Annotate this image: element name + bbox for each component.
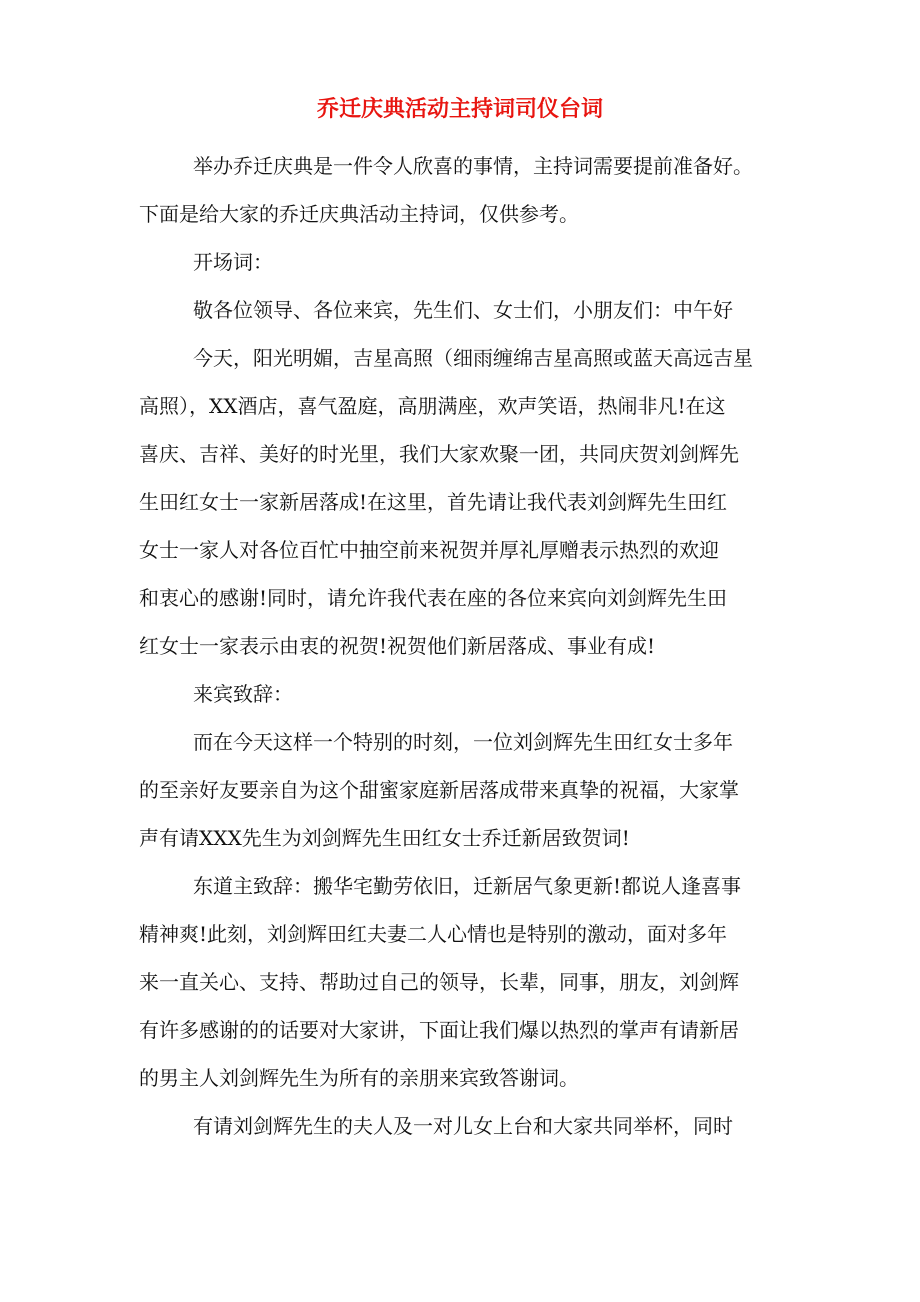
opening-heading: [139, 238, 789, 286]
section-heading: 开场词：: [193, 250, 273, 274]
text-line: 来一直关心、支持、帮助过自己的领导，长辈，同事，朋友，刘剑辉: [139, 970, 739, 994]
text-line: 有请刘剑辉先生的夫人及一对儿女上台和大家共同举杯，同时: [193, 1114, 733, 1138]
text-line: 红女士一家表示由衷的祝贺!祝贺他们新居落成、事业有成!: [139, 634, 656, 658]
host-speech-paragraph: [139, 862, 789, 1102]
text-line: 声有请XXX先生为刘剑辉先生田红女士乔迁新居致贺词!: [139, 826, 630, 850]
text-line: 精神爽!此刻，刘剑辉田红夫妻二人心情也是特别的激动，面对多年: [139, 922, 728, 946]
text-line: 的男主人刘剑辉先生为所有的亲朋来宾致答谢词。: [139, 1066, 579, 1090]
text-line: 女士一家人对各位百忙中抽空前来祝贺并厚礼厚赠表示热烈的欢迎: [139, 538, 719, 562]
text-line: 有许多感谢的的话要对大家讲，下面让我们爆以热烈的掌声有请新居: [139, 1018, 739, 1042]
text-line: 今天，阳光明媚，吉星高照（细雨缠绵吉星高照或蓝天高远吉星: [193, 346, 753, 370]
toast-paragraph: [139, 1102, 789, 1150]
text-line: 和衷心的感谢!同时，请允许我代表在座的各位来宾向刘剑辉先生田: [139, 586, 728, 610]
text-line: 举办乔迁庆典是一件令人欣喜的事情，主持词需要提前准备好。: [193, 154, 753, 178]
document-title: 乔迁庆典活动主持词司仪台词: [316, 96, 603, 122]
greeting-paragraph: [139, 286, 789, 334]
text-line: 东道主致辞：搬华宅勤劳依旧，迁新居气象更新!都说人逢喜事: [193, 874, 742, 898]
intro-paragraph: [139, 142, 789, 238]
text-line: 喜庆、吉祥、美好的时光里，我们大家欢聚一团，共同庆贺刘剑辉先: [139, 442, 739, 466]
text-line: 高照），XX酒店，喜气盈庭，高朋满座，欢声笑语，热闹非凡!在这: [139, 394, 726, 418]
text-line: 而在今天这样一个特别的时刻，一位刘剑辉先生田红女士多年: [193, 730, 733, 754]
text-line: 的至亲好友要亲自为这个甜蜜家庭新居落成带来真挚的祝福，大家掌: [139, 778, 739, 802]
text-line: 敬各位领导、各位来宾，先生们、女士们，小朋友们：中午好: [193, 298, 733, 322]
guest-speech-paragraph: [139, 718, 789, 862]
guest-speech-heading: [139, 670, 789, 718]
opening-speech-paragraph: [139, 334, 789, 670]
text-line: 生田红女士一家新居落成!在这里，首先请让我代表刘剑辉先生田红: [139, 490, 728, 514]
section-heading: 来宾致辞：: [193, 682, 293, 706]
text-line: 下面是给大家的乔迁庆典活动主持词，仅供参考。: [139, 202, 579, 226]
document-body: [139, 142, 789, 1150]
